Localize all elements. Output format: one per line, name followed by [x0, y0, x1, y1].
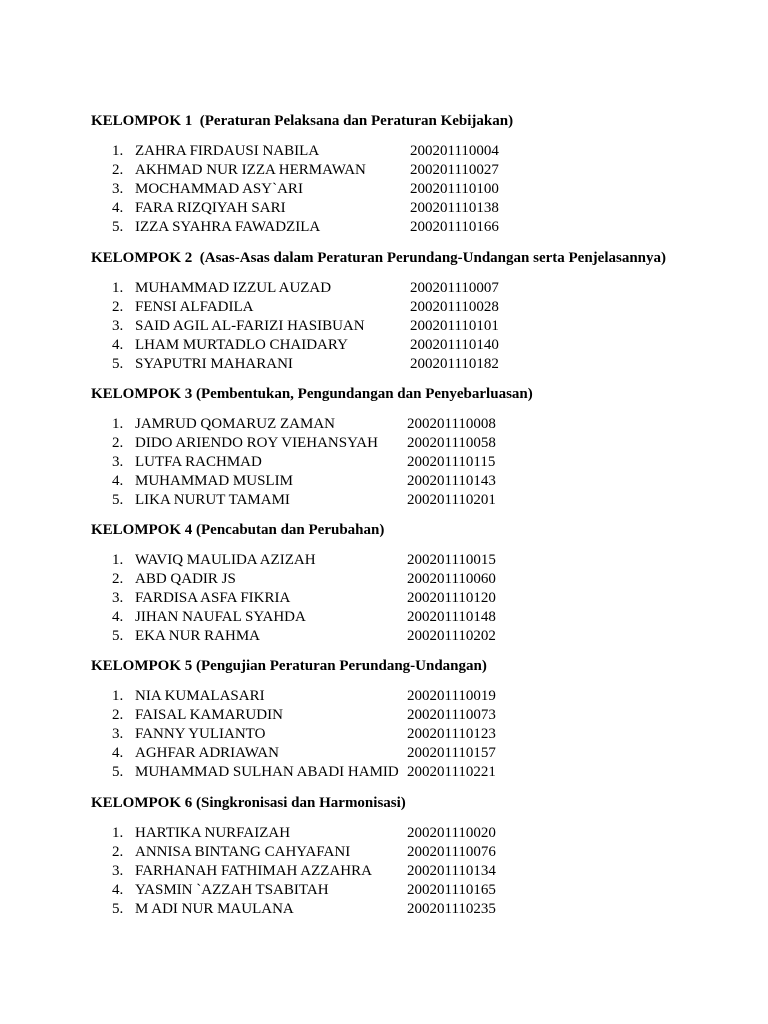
group-label: KELOMPOK 6 — [91, 795, 193, 811]
member-name: FARDISA ASFA FIKRIA — [135, 590, 291, 606]
member-number: 5. — [112, 219, 124, 235]
member-nim: 200201110058 — [407, 435, 496, 451]
member-nim: 200201110115 — [407, 454, 496, 470]
member-name: AKHMAD NUR IZZA HERMAWAN — [135, 162, 366, 178]
member-number: 5. — [112, 492, 124, 508]
member-number: 3. — [112, 726, 124, 742]
member-number: 3. — [112, 181, 124, 197]
member-nim: 200201110140 — [410, 337, 499, 353]
member-number: 1. — [112, 552, 124, 568]
member-name: DIDO ARIENDO ROY VIEHANSYAH — [135, 435, 378, 451]
member-nim: 200201110165 — [407, 882, 496, 898]
member-name: SYAPUTRI MAHARANI — [135, 356, 293, 372]
group-topic: (Peraturan Pelaksana dan Peraturan Kebijakan) — [199, 113, 514, 129]
group-heading — [91, 657, 487, 675]
member-nim: 200201110028 — [410, 299, 499, 315]
member-number: 5. — [112, 764, 124, 780]
member-number: 1. — [112, 688, 124, 704]
member-nim: 200201110221 — [407, 764, 496, 780]
member-number: 3. — [112, 863, 124, 879]
member-nim: 200201110148 — [407, 609, 496, 625]
member-number: 2. — [112, 571, 124, 587]
member-name: ANNISA BINTANG CAHYAFANI — [135, 844, 351, 860]
member-nim: 200201110101 — [410, 318, 499, 334]
member-number: 3. — [112, 318, 124, 334]
member-number: 5. — [112, 628, 124, 644]
group-topic: (Pencabutan dan Perubahan) — [196, 522, 385, 538]
member-name: FARA RIZQIYAH SARI — [135, 200, 286, 216]
member-name: LIKA NURUT TAMAMI — [135, 492, 290, 508]
member-nim: 200201110019 — [407, 688, 496, 704]
group-label: KELOMPOK 1 — [91, 113, 193, 129]
member-name: YASMIN `AZZAH TSABITAH — [135, 882, 329, 898]
member-number: 2. — [112, 435, 124, 451]
member-nim: 200201110120 — [407, 590, 496, 606]
member-number: 4. — [112, 200, 124, 216]
member-name: FENSI ALFADILA — [135, 299, 254, 315]
group-topic: (Singkronisasi dan Harmonisasi) — [196, 795, 406, 811]
group-label: KELOMPOK 2 — [91, 250, 193, 266]
member-nim: 200201110138 — [410, 200, 499, 216]
member-nim: 200201110020 — [407, 825, 496, 841]
member-name: FARHANAH FATHIMAH AZZAHRA — [135, 863, 372, 879]
member-number: 2. — [112, 707, 124, 723]
member-nim: 200201110015 — [407, 552, 496, 568]
member-name: FAISAL KAMARUDIN — [135, 707, 283, 723]
member-number: 3. — [112, 590, 124, 606]
member-name: ZAHRA FIRDAUSI NABILA — [135, 143, 320, 159]
member-number: 1. — [112, 143, 124, 159]
member-nim: 200201110143 — [407, 473, 496, 489]
member-name: MUHAMMAD MUSLIM — [135, 473, 293, 489]
member-number: 4. — [112, 337, 124, 353]
group-label: KELOMPOK 4 — [91, 522, 193, 538]
member-name: M ADI NUR MAULANA — [135, 901, 294, 917]
member-nim: 200201110235 — [407, 901, 496, 917]
member-nim: 200201110100 — [410, 181, 499, 197]
group-heading — [91, 112, 513, 130]
member-name: LHAM MURTADLO CHAIDARY — [135, 337, 348, 353]
member-number: 5. — [112, 356, 124, 372]
member-number: 4. — [112, 745, 124, 761]
member-name: JAMRUD QOMARUZ ZAMAN — [135, 416, 336, 432]
member-name: MUHAMMAD SULHAN ABADI HAMID — [135, 764, 399, 780]
member-name: JIHAN NAUFAL SYAHDA — [135, 609, 306, 625]
member-nim: 200201110157 — [407, 745, 496, 761]
member-nim: 200201110134 — [407, 863, 496, 879]
group-topic: (Asas-Asas dalam Peraturan Perundang-Undangan serta Penjelasannya) — [199, 250, 667, 266]
member-number: 4. — [112, 882, 124, 898]
member-number: 2. — [112, 162, 124, 178]
member-name: MUHAMMAD IZZUL AUZAD — [135, 280, 332, 296]
member-nim: 200201110007 — [410, 280, 499, 296]
member-nim: 200201110201 — [407, 492, 496, 508]
member-number: 4. — [112, 609, 124, 625]
group-heading — [91, 385, 533, 403]
member-number: 4. — [112, 473, 124, 489]
member-number: 1. — [112, 825, 124, 841]
member-nim: 200201110008 — [407, 416, 496, 432]
group-topic: (Pembentukan, Pengundangan dan Penyebarluasan) — [196, 386, 533, 402]
group-heading — [91, 521, 384, 539]
member-number: 2. — [112, 844, 124, 860]
member-name: HARTIKA NURFAIZAH — [135, 825, 291, 841]
member-name: IZZA SYAHRA FAWADZILA — [135, 219, 321, 235]
member-number: 1. — [112, 280, 124, 296]
member-number: 3. — [112, 454, 124, 470]
group-topic: (Pengujian Peraturan Perundang-Undangan) — [196, 658, 487, 674]
member-number: 5. — [112, 901, 124, 917]
member-number: 2. — [112, 299, 124, 315]
member-name: MOCHAMMAD ASY`ARI — [135, 181, 303, 197]
member-number: 1. — [112, 416, 124, 432]
member-nim: 200201110202 — [407, 628, 496, 644]
member-name: LUTFA RACHMAD — [135, 454, 262, 470]
member-name: NIA KUMALASARI — [135, 688, 265, 704]
member-name: AGHFAR ADRIAWAN — [135, 745, 279, 761]
member-nim: 200201110060 — [407, 571, 496, 587]
group-heading — [91, 249, 666, 267]
member-name: WAVIQ MAULIDA AZIZAH — [135, 552, 316, 568]
member-nim: 200201110004 — [410, 143, 499, 159]
group-heading — [91, 794, 406, 812]
member-name: ABD QADIR JS — [135, 571, 236, 587]
member-nim: 200201110123 — [407, 726, 496, 742]
member-nim: 200201110182 — [410, 356, 499, 372]
member-nim: 200201110076 — [407, 844, 496, 860]
member-name: EKA NUR RAHMA — [135, 628, 261, 644]
member-nim: 200201110166 — [410, 219, 499, 235]
group-label: KELOMPOK 5 — [91, 658, 193, 674]
member-nim: 200201110027 — [410, 162, 499, 178]
group-label: KELOMPOK 3 — [91, 386, 193, 402]
member-name: SAID AGIL AL-FARIZI HASIBUAN — [135, 318, 365, 334]
member-name: FANNY YULIANTO — [135, 726, 266, 742]
member-nim: 200201110073 — [407, 707, 496, 723]
